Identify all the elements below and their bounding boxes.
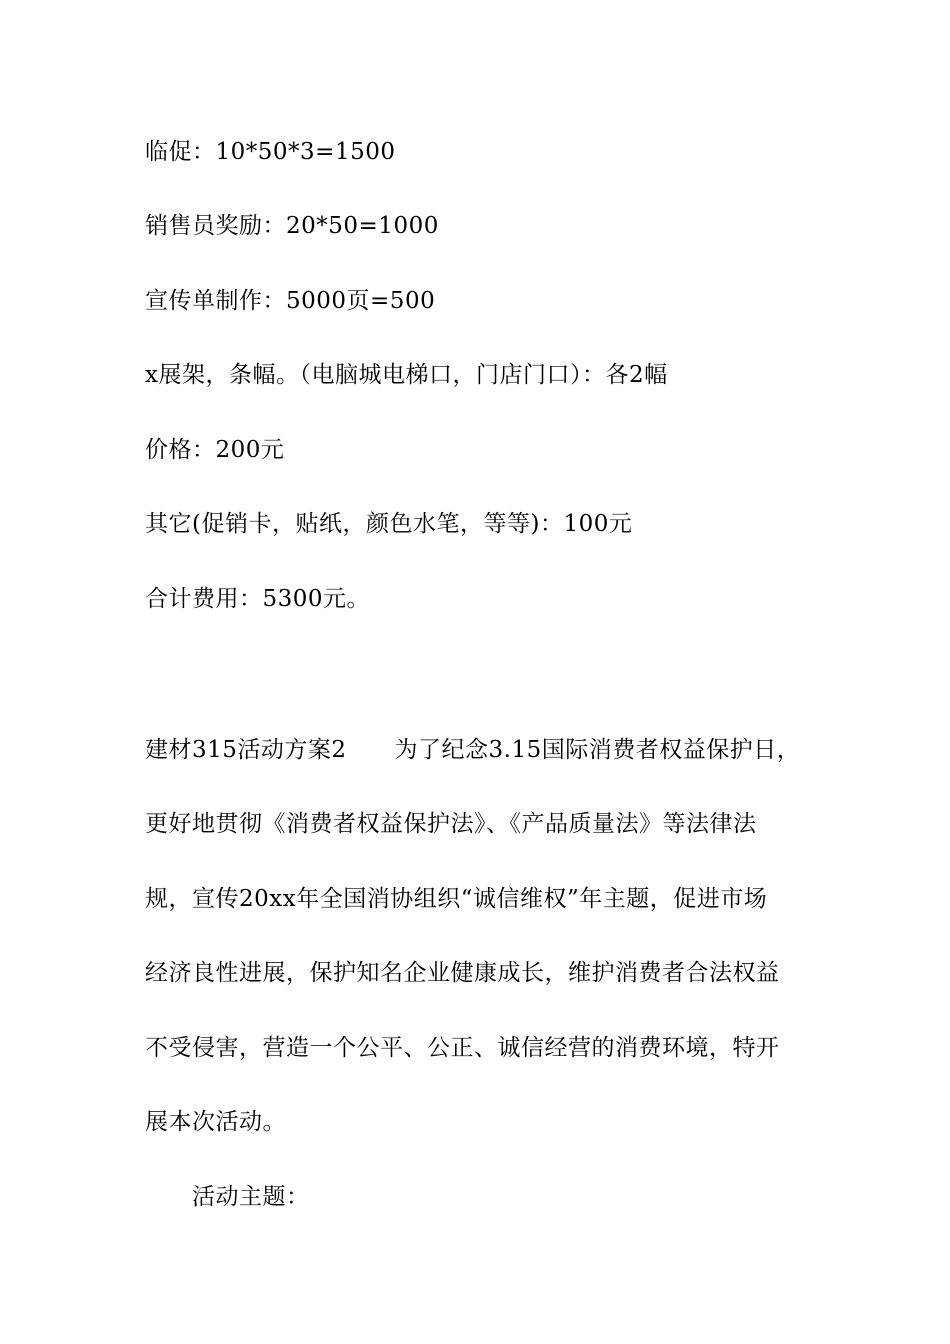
paragraph-line-3: 规，宣传20xx年全国消协组织“诚信维权”年主题，促进市场 xyxy=(145,886,768,912)
paragraph-line-5: 不受侵害，营造一个公平、公正、诚信经营的消费环境，特开 xyxy=(145,1035,780,1061)
budget-line-flyers: 宣传单制作：5000页=500 xyxy=(145,288,436,314)
section-title: 建材315活动方案2 xyxy=(145,737,347,763)
paragraph-line-1: 为了纪念3.15国际消费者权益保护日， xyxy=(394,737,801,763)
activity-theme-heading: 活动主题： xyxy=(192,1184,310,1210)
budget-line-other: 其它(促销卡，贴纸，颜色水笔，等等)：100元 xyxy=(145,511,633,537)
paragraph-line-4: 经济良性进展，保护知名企业健康成长，维护消费者合法权益 xyxy=(145,960,780,986)
paragraph-line-2: 更好地贯彻《消费者权益保护法》、《产品质量法》等法律法 xyxy=(145,811,757,837)
section-heading-line xyxy=(145,735,800,765)
budget-line-temp-promoters: 临促：10*50*3=1500 xyxy=(145,139,396,165)
paragraph-line-6: 展本次活动。 xyxy=(145,1109,286,1135)
budget-line-total: 合计费用：5300元。 xyxy=(145,586,371,612)
budget-line-sales-reward: 销售员奖励：20*50=1000 xyxy=(145,213,439,239)
budget-line-price: 价格：200元 xyxy=(145,437,285,463)
budget-line-banners: x展架，条幅。（电脑城电梯口，门店门口）：各2幅 xyxy=(145,362,668,388)
